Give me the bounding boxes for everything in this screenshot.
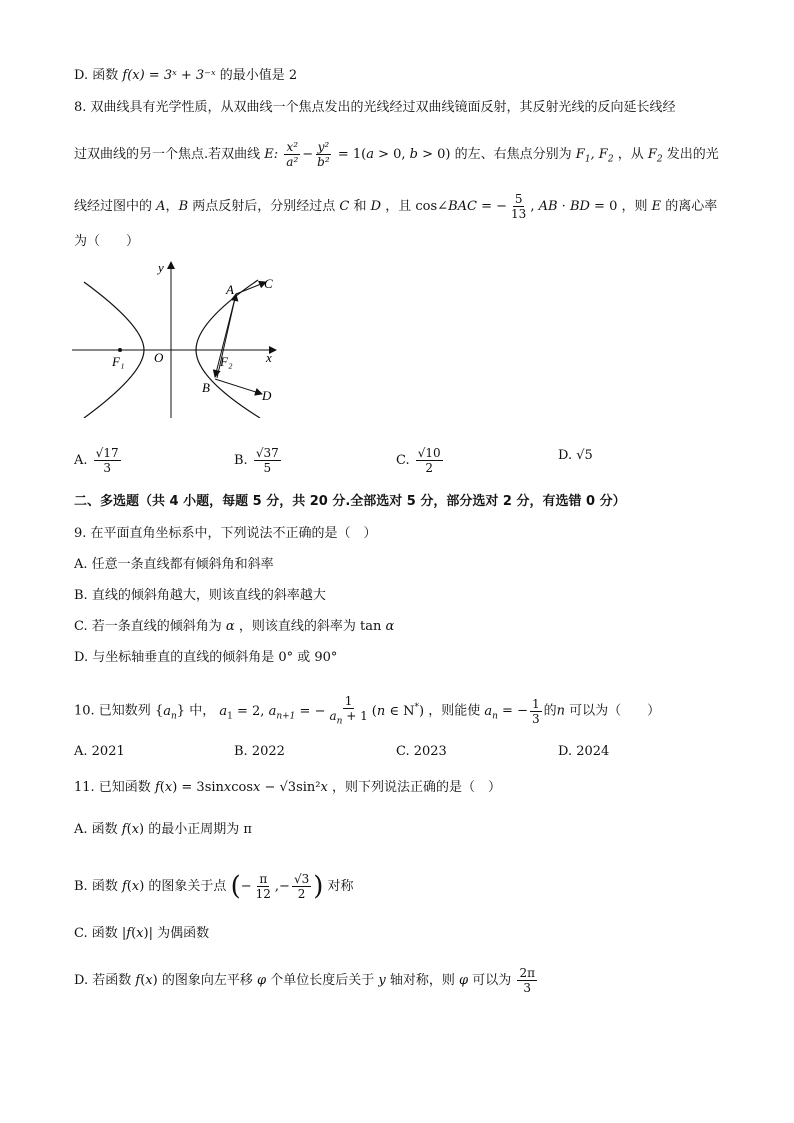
label-c: C — [264, 276, 273, 291]
text: 11. 已知函数 — [74, 780, 151, 795]
numerator: √17 — [95, 446, 119, 460]
formula: y — [378, 973, 386, 988]
fraction: $\frac{\text{y²}}{\text{b²}}$ — [317, 140, 330, 169]
text: 发出的光 — [666, 147, 719, 162]
label-d: D — [262, 388, 272, 403]
paren: ( — [230, 871, 241, 902]
q8-option-c[interactable] — [396, 446, 445, 475]
q8-option-b[interactable] — [234, 446, 283, 475]
formula: cos∠BAC = − — [415, 199, 508, 214]
numerator: √10 — [417, 446, 441, 460]
formula: $F_2$ — [647, 147, 663, 165]
text: 的离心率 — [665, 199, 718, 214]
formula: tan α — [359, 619, 395, 634]
text: 和 — [353, 199, 367, 214]
formula: f(x) = 3sinxcosx − √3sin²x — [154, 780, 328, 795]
option-label: B. — [234, 453, 248, 468]
hyperbola-right-branch — [196, 280, 260, 418]
formula: , AB · BD = 0 — [530, 199, 618, 214]
option-text: 对称 — [327, 879, 354, 894]
option-text: 为偶函数 — [157, 926, 210, 941]
denominator: 3 — [103, 461, 111, 475]
formula: $F_1$, $F_2$ — [575, 147, 614, 165]
formula: E: — [264, 147, 279, 162]
q8-option-a[interactable] — [74, 446, 123, 475]
text: 两点反射后，分别经过点 — [192, 199, 336, 214]
q9-option-a[interactable]: A. 任意一条直线都有倾斜角和斜率 — [74, 557, 274, 572]
formula: f(x) — [121, 822, 145, 837]
option-text: B. 函数 — [74, 879, 118, 894]
text: ，从 — [617, 147, 644, 162]
fraction: $\frac{5}{13}$ — [511, 192, 527, 221]
section-heading: 二、多选题（共 4 小题，每题 5 分，共 20 分.全部选对 5 分，部分选对 2 分，有选错 0 分） — [74, 494, 626, 509]
formula: $\{a_n\}$ — [154, 703, 186, 722]
q9-option-b[interactable]: B. 直线的倾斜角越大，则该直线的斜率越大 — [74, 588, 326, 603]
formula: B — [178, 199, 189, 214]
formula: $a_n$ = − — [484, 703, 528, 722]
formula: D — [370, 199, 382, 214]
text: ，则能使 — [428, 703, 481, 719]
q11-stem — [74, 778, 501, 798]
option-text: 的图象关于点 — [148, 879, 227, 894]
text: 过双曲线的另一个焦点.若双曲线 — [74, 147, 261, 162]
option-text: C. 函数 — [74, 926, 118, 941]
option-text: C. 若一条直线的倾斜角为 — [74, 619, 222, 634]
paren: ) — [313, 871, 324, 902]
option-text: 个单位长度后关于 — [270, 973, 375, 988]
formula: n — [556, 703, 566, 719]
option-text: ，则该直线的斜率为 — [238, 619, 356, 634]
text: 10. 已知数列 — [74, 703, 151, 719]
q9-stem: 9. 在平面直角坐标系中，下列说法不正确的是（ ） — [74, 526, 377, 541]
q11-option-c[interactable] — [74, 924, 209, 944]
option-text: D. 若函数 — [74, 973, 132, 988]
ray-a-to-c — [236, 282, 266, 294]
fraction — [416, 446, 443, 475]
q9-option-d[interactable]: D. 与坐标轴垂直的直线的倾斜角是 0° 或 90° — [74, 650, 338, 665]
formula: C — [339, 199, 350, 214]
formula: (n ∈ N*) — [371, 702, 425, 719]
fraction: $\frac{\pi}{12}$ — [255, 872, 271, 901]
q10-option-d[interactable]: D. 2024 — [558, 744, 610, 759]
text: 的 — [543, 703, 557, 719]
hyperbola-figure — [70, 258, 285, 418]
text: 可以为（ ） — [569, 703, 661, 719]
denominator: 5 — [263, 461, 272, 475]
formula: f(x) — [121, 879, 145, 894]
option-text: 的最小正周期为 π — [148, 822, 252, 837]
text: ，且 — [385, 199, 412, 214]
formula: f(x) — [135, 973, 158, 988]
formula: $a_1 = 2$, $a_{n+1}$ = − — [219, 703, 326, 722]
fraction — [94, 446, 121, 475]
option-text: 的图象向左平移 — [161, 973, 253, 988]
formula: − — [240, 879, 252, 894]
option-label: D. — [558, 448, 573, 463]
formula: A — [156, 199, 166, 214]
label-a: A — [226, 282, 234, 297]
q9-option-c[interactable] — [74, 617, 394, 637]
label-f1: F₁ — [112, 354, 125, 369]
q10-stem — [74, 694, 660, 728]
option-text: A. 函数 — [74, 822, 118, 837]
formula: φ — [256, 973, 267, 988]
label-origin: O — [154, 350, 164, 365]
option-text: 轴对称，则 — [389, 973, 455, 988]
formula: |f(x)| — [121, 926, 153, 941]
q8-stem-line4: 为（ ） — [74, 234, 140, 249]
fraction: $\frac{√3}{2}$ — [293, 872, 310, 901]
option-label: A. — [74, 453, 88, 468]
formula: f(x) = 3ˣ + 3⁻ˣ — [122, 68, 216, 83]
focus-f1-point — [118, 348, 122, 352]
label-x: x — [266, 350, 272, 365]
fraction — [254, 446, 281, 475]
q10-option-c[interactable]: C. 2023 — [396, 744, 447, 759]
option-label: C. — [396, 453, 410, 468]
q7-option-d — [74, 66, 297, 86]
option-text: 的最小值是 2 — [219, 68, 298, 83]
formula: = 1(a > 0, b > 0) — [337, 147, 451, 162]
formula: φ — [459, 973, 469, 988]
q8-stem-line1: 8. 双曲线具有光学性质，从双曲线一个焦点发出的光线经过双曲线镜面反射，其反射光线的反向延长线经 — [74, 100, 676, 115]
q8-option-d[interactable] — [558, 446, 593, 466]
denominator: 2 — [425, 461, 434, 475]
label-y: y — [158, 260, 164, 275]
text: 中， — [189, 703, 216, 719]
fraction: $\frac{\text{x²}}{\text{a²}}$ — [286, 140, 299, 169]
numerator: √37 — [255, 446, 279, 460]
option-label: D. — [74, 68, 89, 83]
text: ，则 — [621, 199, 648, 214]
ray-b-to-d — [215, 379, 262, 394]
q11-option-a[interactable] — [74, 820, 252, 840]
formula: ,− — [274, 879, 290, 894]
option-value: √5 — [576, 448, 593, 463]
q10-option-a[interactable]: A. 2021 — [74, 744, 125, 759]
q11-option-b[interactable] — [74, 872, 354, 901]
q8-stem-line3: 线经过图中的 A，B 两点反射后，分别经过点 C 和 D ，且 cos∠BAC = − $\frac{5}{13}$ , AB · BD = 0 ，则 E 的离心率 — [74, 192, 718, 221]
fraction: $\frac{2\pi}{3}$ — [519, 966, 535, 995]
text: ，则下列说法正确的是（ ） — [331, 780, 501, 795]
formula: α — [225, 619, 235, 634]
q11-option-d[interactable] — [74, 966, 539, 995]
label-f2: F₂ — [220, 354, 233, 369]
text: 线经过图中的 — [74, 199, 153, 214]
option-text: 函数 — [92, 68, 119, 83]
fraction: $\frac{1}{3}$ — [531, 696, 540, 726]
option-text: 可以为 — [472, 973, 512, 988]
q10-option-b[interactable]: B. 2022 — [234, 744, 285, 759]
formula: E — [651, 199, 662, 214]
fraction: $\frac{1}{a_n + 1}$ — [329, 694, 368, 727]
label-b: B — [202, 380, 210, 395]
text: 的左、右焦点分别为 — [454, 147, 572, 162]
q8-stem-line2: 过双曲线的另一个焦点.若双曲线 E: $\frac{\text{x²}}{\text{a²}}$ − $\frac{\text{y²}}{\text{b²}}$ = 1(a > 0, b > 0) 的左、右焦点分别为 $F_1$, $F_2$ ，从 $F_2$ 发出的光 — [74, 140, 719, 169]
